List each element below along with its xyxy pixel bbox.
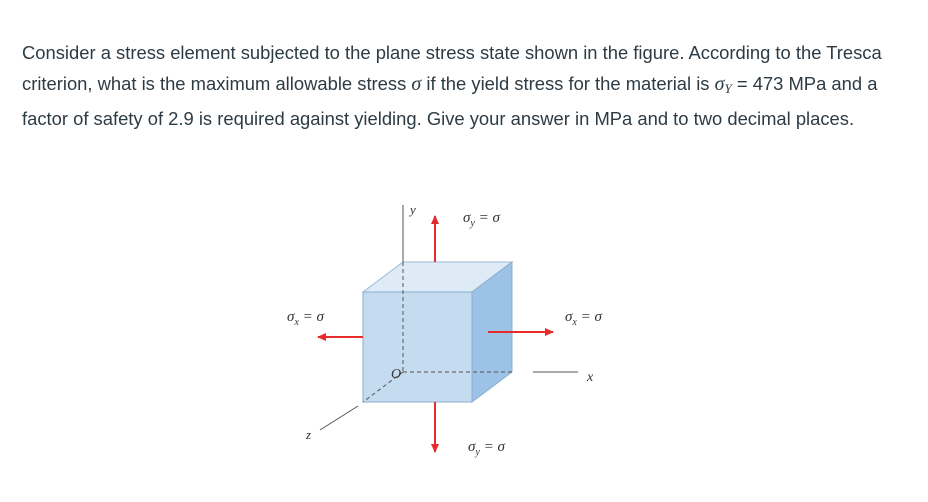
sigma-symbol: σ [411,72,422,95]
sigma-x-left-label: $\sigma_x = \sigma$ [287,309,324,328]
sigma-x-right-label: $\sigma_x = \sigma$ [565,309,602,328]
question-part1: Consider a stress element subjected to the plane stress state shown in the figure. According to the Tresca criterion, what is the maximum allowable stress [22,42,882,94]
question-part3: = 473 MPa and a factor of safety of 2.9 is required against yielding. Give your answer in MPa and to two decimal places. [22,72,878,129]
question-part2: if the yield stress for the material is [421,72,715,94]
z-axis [320,406,358,430]
sigma-y-bottom-label: $\sigma_y = \sigma$ [468,439,505,458]
axis-z-label: z [306,427,312,442]
yield-stress-subscript: Y [724,80,732,96]
axis-y-label: y [410,202,416,217]
cube-front-face [363,292,472,402]
yield-stress-symbol: σ [714,72,725,95]
origin-label: O [391,367,402,382]
axis-x-label: x [587,370,594,385]
sigma-y-top-label: $\sigma_y = \sigma$ [463,210,500,229]
